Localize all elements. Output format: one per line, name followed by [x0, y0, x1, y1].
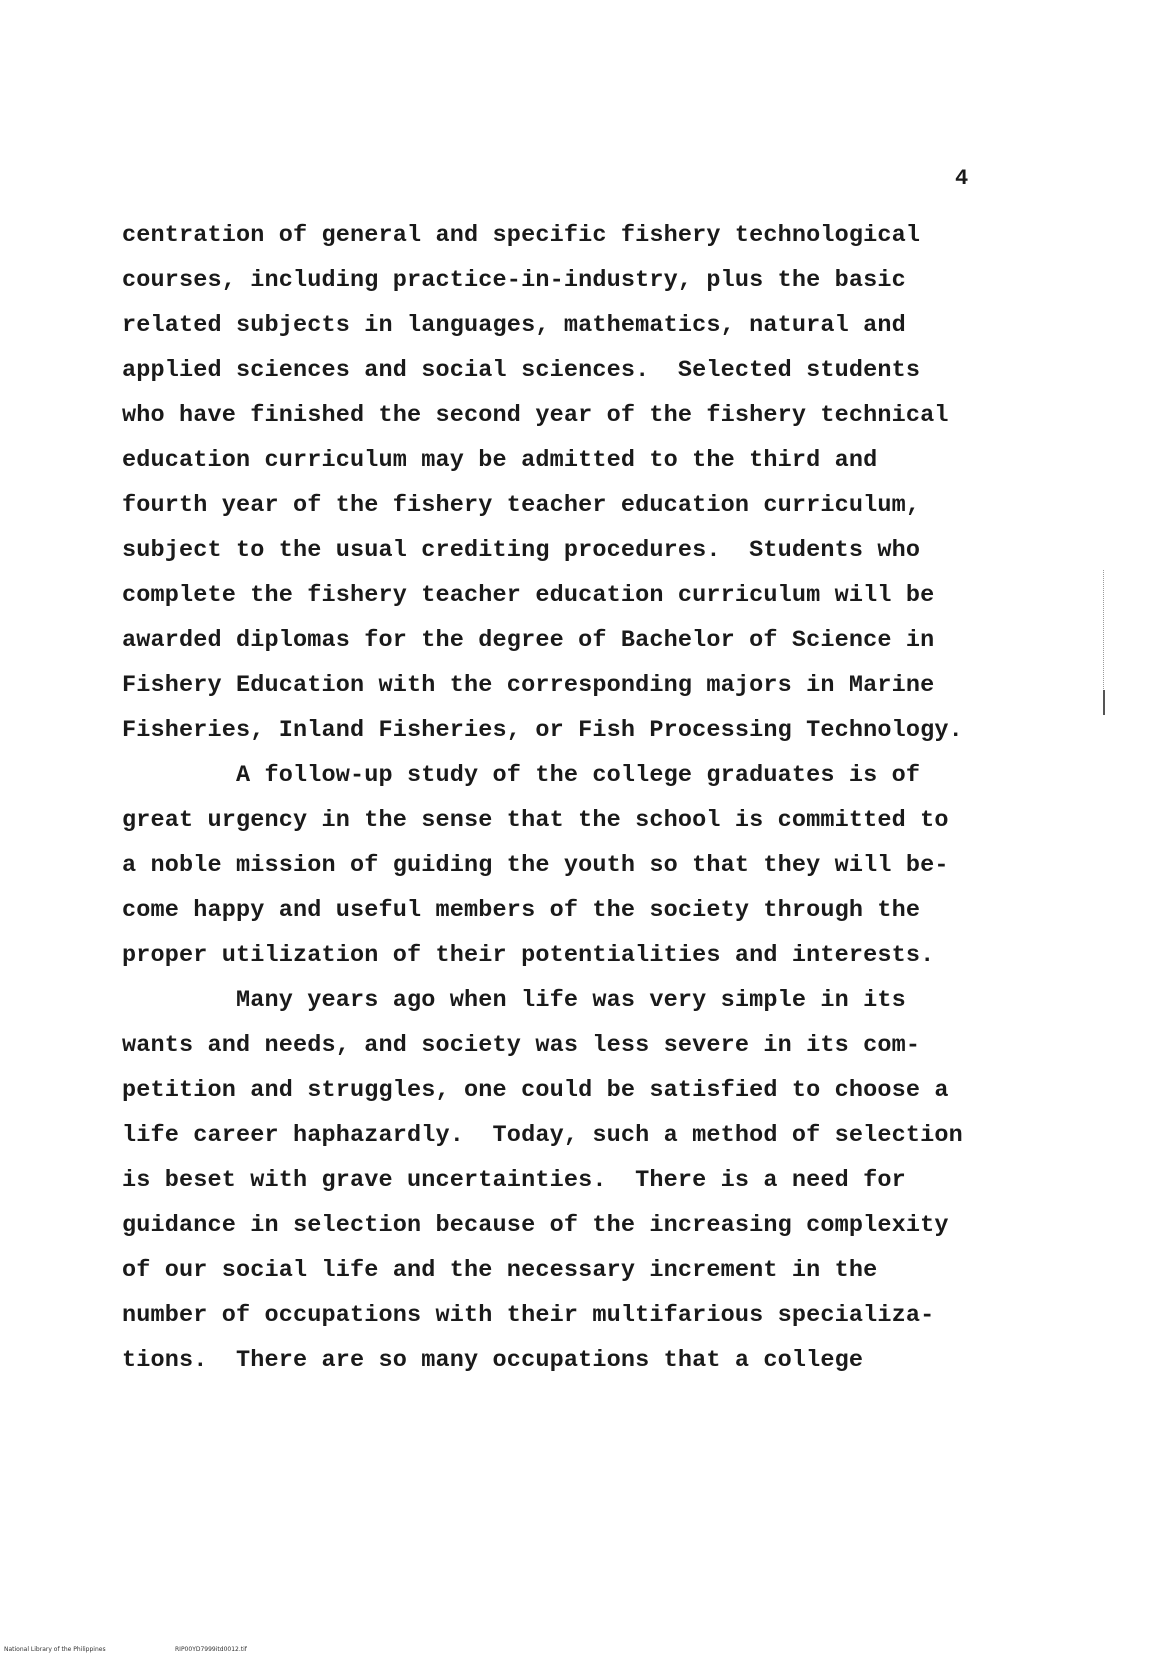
text-line: proper utilization of their potentialities and interests.	[122, 942, 935, 969]
page-number: 4	[955, 166, 969, 191]
footer-library: National Library of the Philippines	[4, 1646, 106, 1653]
text-line: awarded diplomas for the degree of Bachelor of Science in	[122, 627, 935, 654]
text-line: petition and struggles, one could be satisfied to choose a	[122, 1077, 949, 1104]
text-line: education curriculum may be admitted to the third and	[122, 447, 878, 474]
text-line: is beset with grave uncertainties. There is a need for	[122, 1167, 906, 1194]
margin-mark-bar	[1103, 690, 1105, 715]
text-line: A follow-up study of the college graduates is of	[122, 762, 921, 789]
text-line: a noble mission of guiding the youth so that they will be-	[122, 852, 949, 879]
text-line: great urgency in the sense that the school is committed to	[122, 807, 949, 834]
text-line: applied sciences and social sciences. Selected students	[122, 357, 921, 384]
text-line: tions. There are so many occupations that a college	[122, 1347, 864, 1374]
text-line: Fishery Education with the corresponding majors in Marine	[122, 672, 935, 699]
text-line: number of occupations with their multifarious specializa-	[122, 1302, 935, 1329]
text-line: subject to the usual crediting procedures. Students who	[122, 537, 921, 564]
text-line: of our social life and the necessary increment in the	[122, 1257, 878, 1284]
text-line: come happy and useful members of the society through the	[122, 897, 921, 924]
footer-file-id: RIP00YD7999itd0012.tif	[175, 1646, 247, 1653]
text-line: Fisheries, Inland Fisheries, or Fish Processing Technology.	[122, 717, 963, 744]
text-line: who have finished the second year of the fishery technical	[122, 402, 949, 429]
text-line: wants and needs, and society was less severe in its com-	[122, 1032, 921, 1059]
text-line: Many years ago when life was very simple in its	[122, 987, 906, 1014]
text-line: complete the fishery teacher education curriculum will be	[122, 582, 935, 609]
text-line: centration of general and specific fishery technological	[122, 222, 921, 249]
text-line: related subjects in languages, mathematics, natural and	[122, 312, 906, 339]
text-line: guidance in selection because of the increasing complexity	[122, 1212, 949, 1239]
text-line: fourth year of the fishery teacher education curriculum,	[122, 492, 921, 519]
text-line: life career haphazardly. Today, such a method of selection	[122, 1122, 963, 1149]
text-line: courses, including practice-in-industry, plus the basic	[122, 267, 906, 294]
